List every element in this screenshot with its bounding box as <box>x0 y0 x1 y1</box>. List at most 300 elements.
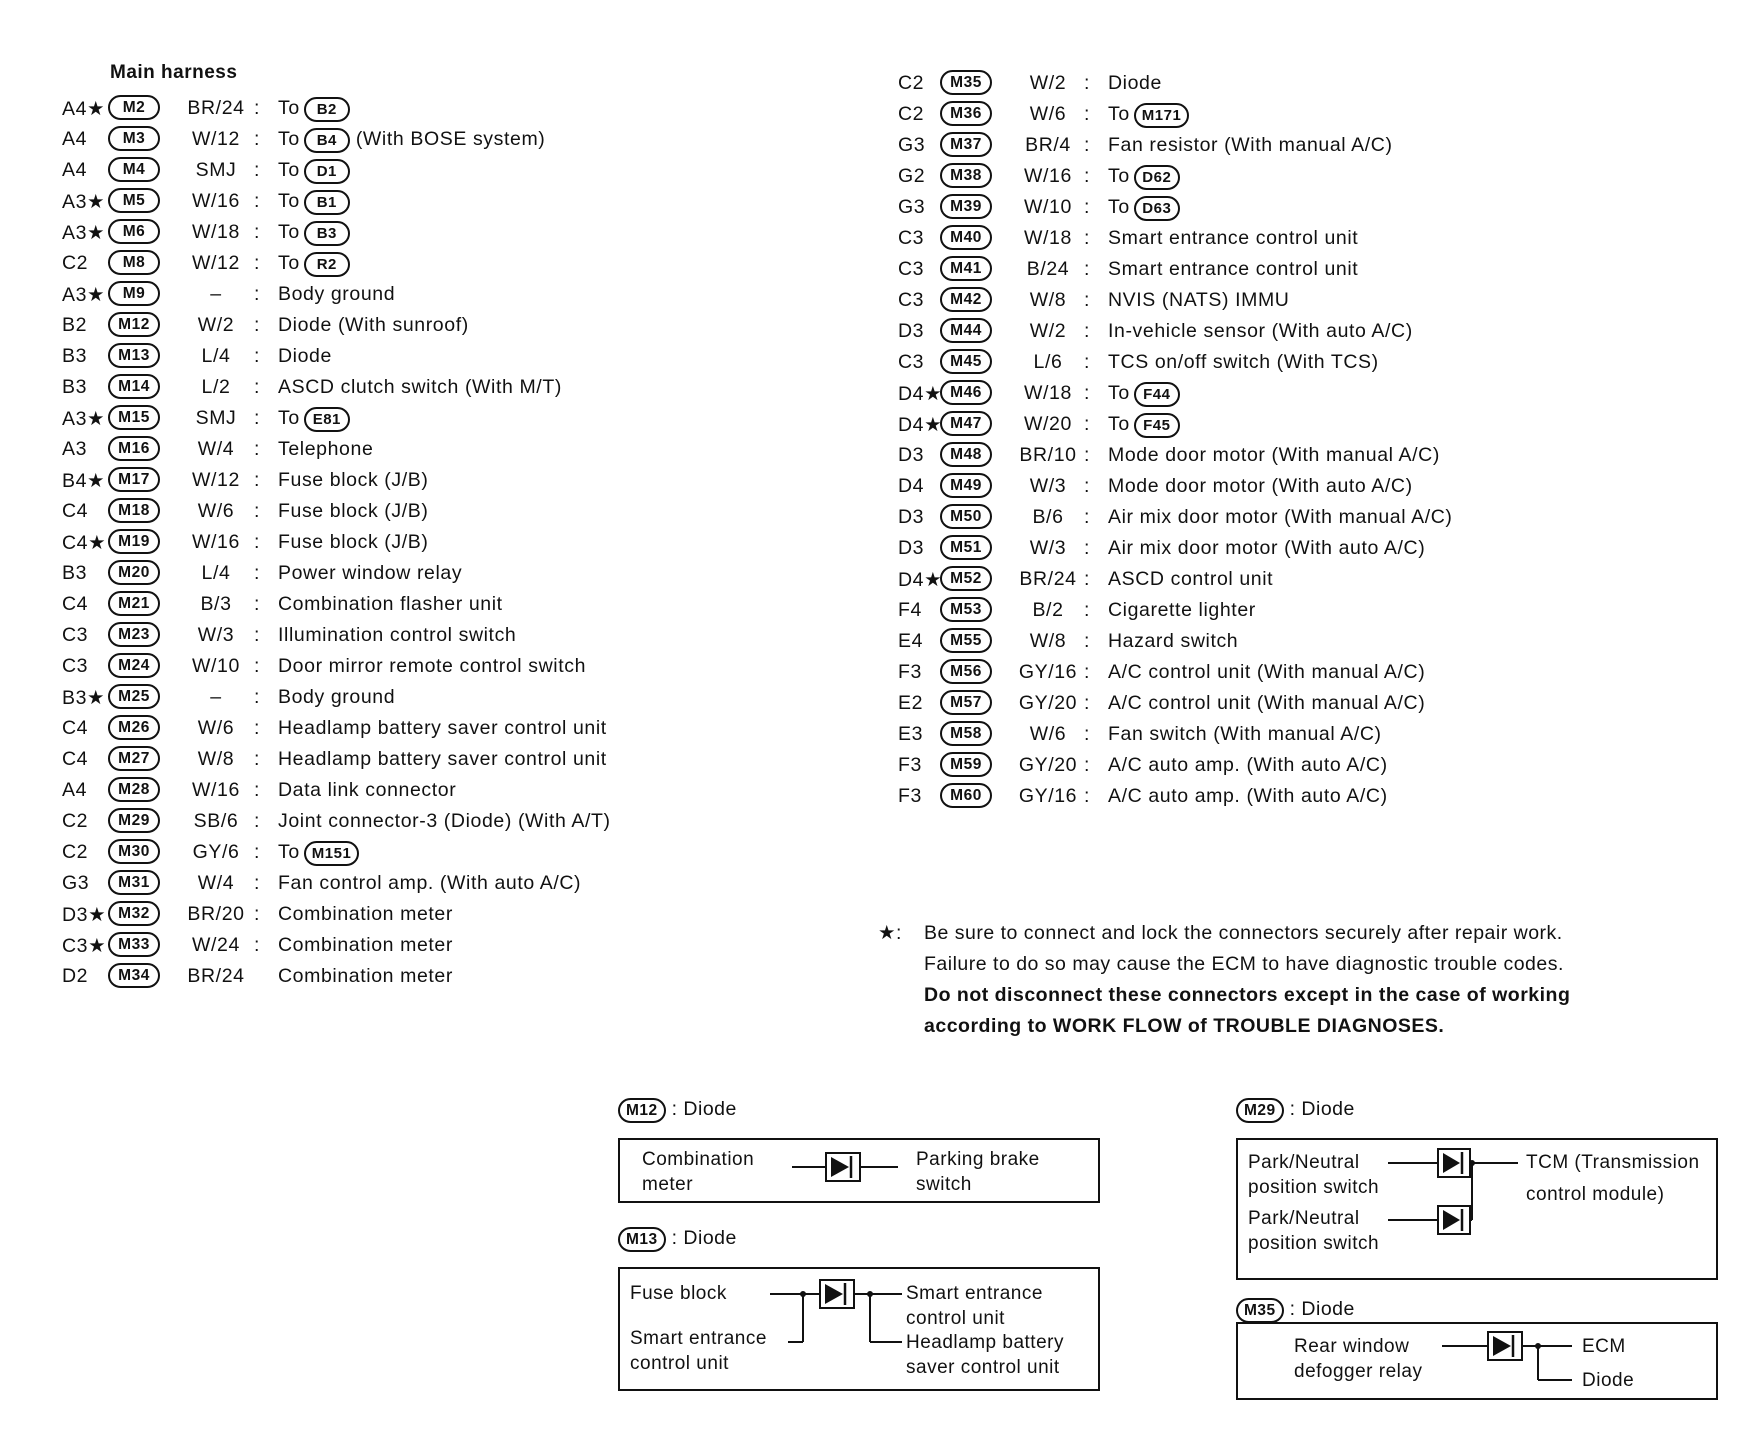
diagram-m29-out-line2: control module) <box>1526 1184 1665 1205</box>
destination <box>278 965 453 988</box>
diagram-m35-connector: M35 <box>1236 1298 1284 1323</box>
connector-spec: W/3 <box>1029 475 1067 497</box>
connector-spec: W/2 <box>1029 72 1067 94</box>
separator: : <box>1084 413 1091 435</box>
diagram-m13-diode-icon <box>620 1269 1102 1393</box>
connector-number: M39 <box>940 194 992 219</box>
connector-spec: W/3 <box>1029 537 1067 559</box>
destination <box>278 934 453 957</box>
right-row <box>898 754 1658 785</box>
diagram-m13-label: : Diode <box>671 1227 737 1249</box>
diagram-m13-out2-line2: saver control unit <box>906 1357 1060 1378</box>
destination-text: Smart entrance control unit <box>1108 258 1359 280</box>
destination <box>278 283 395 306</box>
left-row <box>62 748 822 779</box>
destination-text: Combination meter <box>278 903 453 925</box>
destination <box>278 810 611 833</box>
separator: : <box>254 624 261 646</box>
connector-spec: – <box>210 686 222 708</box>
diagram-m13-box <box>618 1267 1100 1391</box>
left-row <box>62 469 822 500</box>
connector-number: M9 <box>108 281 160 306</box>
destination <box>1108 506 1453 529</box>
destination <box>278 376 562 399</box>
to-label: To <box>278 407 300 429</box>
connector-spec: W/16 <box>192 190 240 212</box>
destination-text: Air mix door motor (With manual A/C) <box>1108 506 1453 528</box>
separator: : <box>254 283 261 305</box>
separator: : <box>1084 692 1091 714</box>
connector-spec: L/4 <box>201 345 231 367</box>
connector-spec: W/10 <box>192 655 240 677</box>
to-connector: B3 <box>304 221 350 246</box>
separator: : <box>254 314 261 336</box>
connector-spec: SMJ <box>195 159 237 181</box>
connector-number: M44 <box>940 318 992 343</box>
separator: : <box>254 345 261 367</box>
left-row <box>62 841 822 872</box>
grid-location: A3 <box>62 438 88 460</box>
connector-number: M37 <box>940 132 992 157</box>
to-connector: B4 <box>304 128 350 153</box>
connector-spec: W/16 <box>192 779 240 801</box>
to-connector: F44 <box>1134 382 1180 407</box>
destination <box>278 593 503 616</box>
to-connector: R2 <box>304 252 350 277</box>
separator: : <box>1084 258 1091 280</box>
destination-text: Body ground <box>278 686 396 708</box>
destination-text: A/C auto amp. (With auto A/C) <box>1108 754 1388 776</box>
diagram-m12-left-line1: Combination <box>642 1149 755 1170</box>
connector-spec: W/12 <box>192 252 240 274</box>
separator: : <box>1084 475 1091 497</box>
connector-spec: BR/4 <box>1025 134 1071 156</box>
diagram-m35-diode-icon <box>1238 1324 1720 1402</box>
connector-spec: W/6 <box>197 500 235 522</box>
destination <box>1108 351 1379 374</box>
separator: : <box>254 934 261 956</box>
destination-text: Air mix door motor (With auto A/C) <box>1108 537 1426 559</box>
grid-location: C3 <box>62 624 89 646</box>
note-bold-line-1: Do not disconnect these connectors except in the case of working <box>924 984 1571 1006</box>
connector-number: M59 <box>940 752 992 777</box>
destination-text: Fan switch (With manual A/C) <box>1108 723 1382 745</box>
destination-text: Telephone <box>278 438 374 460</box>
separator: : <box>1084 103 1091 125</box>
grid-location: C2 <box>62 810 89 832</box>
connector-number: M6 <box>108 219 160 244</box>
connector-number: M28 <box>108 777 160 802</box>
grid-location: D3★ <box>62 904 107 926</box>
destination <box>278 748 607 771</box>
connector-number: M12 <box>108 312 160 337</box>
connector-spec: W/6 <box>197 717 235 739</box>
separator: : <box>254 97 261 119</box>
destination <box>1108 475 1413 498</box>
destination-text: Cigarette lighter <box>1108 599 1256 621</box>
destination-text: Body ground <box>278 283 396 305</box>
grid-location: D4★ <box>898 569 943 591</box>
destination-text: Door mirror remote control switch <box>278 655 587 677</box>
connector-number: M45 <box>940 349 992 374</box>
to-connector: D63 <box>1134 196 1180 221</box>
destination-text: Fuse block (J/B) <box>278 531 429 553</box>
destination <box>1108 785 1388 808</box>
diagram-m12-header <box>618 1098 737 1123</box>
diagram-m29-diode-icon <box>1238 1140 1720 1282</box>
destination <box>278 779 456 802</box>
connector-number: M38 <box>940 163 992 188</box>
destination <box>278 531 428 554</box>
to-label: To <box>1108 413 1130 435</box>
grid-location: D4★ <box>898 383 943 405</box>
grid-location: A4 <box>62 128 88 150</box>
destination <box>278 345 332 368</box>
connector-spec: B/6 <box>1032 506 1064 528</box>
right-row <box>898 537 1658 568</box>
separator: : <box>254 159 261 181</box>
separator: : <box>254 593 261 615</box>
to-label: To <box>278 159 300 181</box>
separator: : <box>1084 320 1091 342</box>
grid-location: D3 <box>898 537 925 559</box>
destination-text: Fan resistor (With manual A/C) <box>1108 134 1393 156</box>
connector-spec: W/8 <box>197 748 235 770</box>
separator: : <box>1084 227 1091 249</box>
destination <box>278 500 428 523</box>
destination <box>278 717 607 740</box>
separator: : <box>1084 351 1091 373</box>
destination-text: Diode <box>1108 72 1162 94</box>
connector-number: M49 <box>940 473 992 498</box>
right-row <box>898 475 1658 506</box>
left-row <box>62 345 822 376</box>
diagram-m35-header <box>1236 1298 1355 1323</box>
left-row <box>62 283 822 314</box>
right-row <box>898 351 1658 382</box>
destination <box>278 686 395 709</box>
left-row <box>62 965 822 996</box>
destination-text: Diode (With sunroof) <box>278 314 469 336</box>
separator: : <box>254 190 261 212</box>
left-row <box>62 717 822 748</box>
left-row <box>62 655 822 686</box>
destination <box>278 407 350 432</box>
destination <box>1108 382 1180 407</box>
connector-spec: W/20 <box>1024 413 1072 435</box>
connector-spec: BR/24 <box>187 965 245 987</box>
destination <box>1108 165 1180 190</box>
to-label: To <box>1108 165 1130 187</box>
grid-location: B2 <box>62 314 88 336</box>
destination <box>278 655 586 678</box>
right-row <box>898 568 1658 599</box>
grid-location: C3★ <box>62 935 107 957</box>
grid-location: C3 <box>898 258 925 280</box>
connector-spec: – <box>210 283 222 305</box>
connector-spec: BR/24 <box>187 97 245 119</box>
connector-spec: W/6 <box>1029 723 1067 745</box>
grid-location: C2 <box>62 841 89 863</box>
destination-text: NVIS (NATS) IMMU <box>1108 289 1290 311</box>
left-row <box>62 686 822 717</box>
connector-spec: W/6 <box>1029 103 1067 125</box>
destination <box>278 438 373 461</box>
grid-location: B3★ <box>62 687 106 709</box>
connector-number: M16 <box>108 436 160 461</box>
grid-location: A4★ <box>62 98 106 120</box>
to-connector: M171 <box>1134 103 1190 128</box>
destination <box>278 190 350 215</box>
left-row <box>62 407 822 438</box>
diagram-m12-label: : Diode <box>671 1098 737 1120</box>
left-row <box>62 531 822 562</box>
left-row <box>62 934 822 965</box>
destination <box>278 128 545 153</box>
caution-note <box>878 918 1658 1042</box>
connector-number: M17 <box>108 467 160 492</box>
connector-spec: W/2 <box>197 314 235 336</box>
connector-spec: W/2 <box>1029 320 1067 342</box>
left-row <box>62 593 822 624</box>
diagram-m12-right-line1: Parking brake <box>916 1149 1040 1170</box>
connector-number: M52 <box>940 566 992 591</box>
left-row <box>62 97 822 128</box>
destination-text: A/C auto amp. (With auto A/C) <box>1108 785 1388 807</box>
right-row <box>898 630 1658 661</box>
diagram-m13-in2-line2: control unit <box>630 1353 729 1374</box>
separator: : <box>1084 723 1091 745</box>
left-row <box>62 624 822 655</box>
grid-location: D2 <box>62 965 89 987</box>
right-row <box>898 723 1658 754</box>
destination-text: Fan control amp. (With auto A/C) <box>278 872 582 894</box>
grid-location: C2 <box>898 72 925 94</box>
left-row <box>62 562 822 593</box>
to-connector: B2 <box>304 97 350 122</box>
destination <box>278 159 350 184</box>
grid-location: E2 <box>898 692 924 714</box>
separator: : <box>254 531 261 553</box>
diagram-m35-in-line1: Rear window <box>1294 1336 1410 1357</box>
to-label: To <box>1108 196 1130 218</box>
note-star: ★: <box>878 922 902 944</box>
grid-location: C4 <box>62 717 89 739</box>
to-label: To <box>278 252 300 274</box>
grid-location: F4 <box>898 599 922 621</box>
grid-location: C4★ <box>62 532 107 554</box>
grid-location: D4★ <box>898 414 943 436</box>
right-row <box>898 196 1658 227</box>
destination <box>1108 289 1289 312</box>
connector-spec: B/2 <box>1032 599 1064 621</box>
destination-text: Headlamp battery saver control unit <box>278 748 607 770</box>
separator: : <box>1084 444 1091 466</box>
diagram-m12-box <box>618 1138 1100 1203</box>
diagram-m29-header <box>1236 1098 1355 1123</box>
destination <box>1108 723 1382 746</box>
grid-location: F3 <box>898 785 922 807</box>
connector-spec: GY/20 <box>1018 692 1078 714</box>
separator: : <box>254 779 261 801</box>
separator: : <box>254 717 261 739</box>
connector-spec: SMJ <box>195 407 237 429</box>
right-row <box>898 785 1658 816</box>
connector-number: M60 <box>940 783 992 808</box>
connector-number: M14 <box>108 374 160 399</box>
connector-number: M56 <box>940 659 992 684</box>
destination-text: Data link connector <box>278 779 457 801</box>
left-row <box>62 314 822 345</box>
destination-text: Power window relay <box>278 562 463 584</box>
connector-number: M26 <box>108 715 160 740</box>
right-row <box>898 103 1658 134</box>
left-row <box>62 779 822 810</box>
separator: : <box>254 221 261 243</box>
diagram-m35-box <box>1236 1322 1718 1400</box>
grid-location: A3★ <box>62 408 106 430</box>
connector-number: M31 <box>108 870 160 895</box>
connector-number: M20 <box>108 560 160 585</box>
destination <box>1108 413 1180 438</box>
separator: : <box>1084 537 1091 559</box>
grid-location: A3★ <box>62 222 106 244</box>
to-label: To <box>278 97 300 119</box>
separator: : <box>254 841 261 863</box>
to-connector: M151 <box>304 841 360 866</box>
separator: : <box>254 872 261 894</box>
to-label: To <box>278 128 300 150</box>
connector-spec: L/4 <box>201 562 231 584</box>
destination <box>1108 692 1425 715</box>
grid-location: G3 <box>898 196 926 218</box>
grid-location: D4 <box>898 475 925 497</box>
left-row <box>62 810 822 841</box>
connector-number: M58 <box>940 721 992 746</box>
destination-text: A/C control unit (With manual A/C) <box>1108 692 1426 714</box>
separator: : <box>1084 630 1091 652</box>
connector-spec: GY/20 <box>1018 754 1078 776</box>
destination <box>1108 754 1388 777</box>
connector-number: M57 <box>940 690 992 715</box>
connector-spec: BR/24 <box>1019 568 1077 590</box>
separator: : <box>1084 661 1091 683</box>
destination-text: A/C control unit (With manual A/C) <box>1108 661 1426 683</box>
destination-text: Combination flasher unit <box>278 593 503 615</box>
diagram-m29-in1-line2: position switch <box>1248 1177 1380 1198</box>
destination <box>1108 196 1180 221</box>
right-row <box>898 599 1658 630</box>
note-line-1: Be sure to connect and lock the connectors securely after repair work. <box>924 922 1563 944</box>
connector-spec: L/6 <box>1033 351 1063 373</box>
destination-text: Fuse block (J/B) <box>278 500 429 522</box>
destination <box>278 841 359 866</box>
grid-location: C2 <box>898 103 925 125</box>
grid-location: A4 <box>62 159 88 181</box>
separator: : <box>1084 754 1091 776</box>
connector-number: M30 <box>108 839 160 864</box>
connector-number: M24 <box>108 653 160 678</box>
connector-spec: W/16 <box>1024 165 1072 187</box>
connector-spec: SB/6 <box>193 810 239 832</box>
right-row <box>898 382 1658 413</box>
separator: : <box>254 407 261 429</box>
connector-number: M25 <box>108 684 160 709</box>
diagram-m12-diode-icon <box>620 1140 1102 1205</box>
connector-number: M18 <box>108 498 160 523</box>
destination <box>1108 537 1425 560</box>
diagram-m13-header <box>618 1227 737 1252</box>
right-row <box>898 413 1658 444</box>
connector-number: M40 <box>940 225 992 250</box>
grid-location: C4 <box>62 500 89 522</box>
grid-location: D3 <box>898 320 925 342</box>
destination-text: Combination meter <box>278 934 453 956</box>
left-row <box>62 190 822 221</box>
destination <box>278 624 516 647</box>
left-row <box>62 159 822 190</box>
diagram-m12-left-line2: meter <box>642 1174 694 1195</box>
destination-text: TCS on/off switch (With TCS) <box>1108 351 1379 373</box>
to-label: To <box>278 841 300 863</box>
grid-location: D3 <box>898 506 925 528</box>
connector-spec: GY/6 <box>192 841 240 863</box>
separator: : <box>254 903 261 925</box>
connector-spec: W/18 <box>1024 382 1072 404</box>
separator: : <box>254 562 261 584</box>
connector-spec: BR/10 <box>1019 444 1077 466</box>
grid-location: E4 <box>898 630 924 652</box>
connector-number: M13 <box>108 343 160 368</box>
connector-number: M41 <box>940 256 992 281</box>
right-row <box>898 72 1658 103</box>
grid-location: B3 <box>62 562 88 584</box>
connector-spec: W/24 <box>192 934 240 956</box>
connector-spec: W/12 <box>192 469 240 491</box>
separator: : <box>1084 196 1091 218</box>
destination <box>278 872 581 895</box>
connector-number: M4 <box>108 157 160 182</box>
grid-location: A3★ <box>62 191 106 213</box>
to-label: To <box>1108 382 1130 404</box>
left-row <box>62 438 822 469</box>
separator: : <box>254 252 261 274</box>
connector-number: M47 <box>940 411 992 436</box>
destination-text: ASCD control unit <box>1108 568 1274 590</box>
to-connector: F45 <box>1134 413 1180 438</box>
connector-spec: B/3 <box>200 593 232 615</box>
grid-location: A3★ <box>62 284 106 306</box>
diagram-m29-in1-line1: Park/Neutral <box>1248 1152 1360 1173</box>
connector-spec: W/4 <box>197 438 235 460</box>
right-row <box>898 661 1658 692</box>
connector-number: M51 <box>940 535 992 560</box>
connector-number: M32 <box>108 901 160 926</box>
left-row <box>62 221 822 252</box>
separator: : <box>1084 785 1091 807</box>
right-row <box>898 506 1658 537</box>
grid-location: B4★ <box>62 470 106 492</box>
left-row <box>62 128 822 159</box>
separator: : <box>254 469 261 491</box>
to-connector: E81 <box>304 407 350 432</box>
separator: : <box>254 128 261 150</box>
diagram-m35-out2: Diode <box>1582 1370 1635 1391</box>
diagram-m13-in2-line1: Smart entrance <box>630 1328 767 1349</box>
connector-number: M5 <box>108 188 160 213</box>
destination-text: ASCD clutch switch (With M/T) <box>278 376 562 398</box>
diagram-m35-in-line2: defogger relay <box>1294 1361 1423 1382</box>
